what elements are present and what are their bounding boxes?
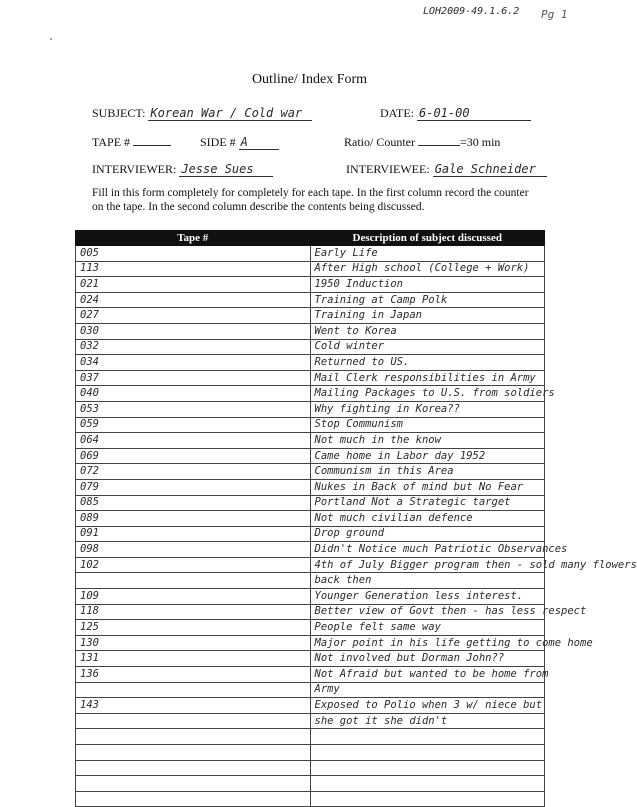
- description-cell: Returned to US.: [310, 355, 545, 371]
- table-row: [76, 557, 545, 573]
- description-cell: she got it she didn't: [310, 713, 545, 729]
- table-row: [76, 604, 545, 620]
- description-cell: Communism in this Area: [310, 464, 545, 480]
- table-row: [76, 542, 545, 558]
- table-row: [76, 682, 545, 698]
- tape-cell: 131: [76, 651, 311, 667]
- table-row: [76, 635, 545, 651]
- date-label: DATE:: [380, 106, 414, 120]
- description-cell: Why fighting in Korea??: [310, 401, 545, 417]
- tape-cell: [76, 682, 311, 698]
- table-row: [76, 698, 545, 714]
- tape-cell: 059: [76, 417, 311, 433]
- index-table-body: [76, 246, 637, 807]
- ratio-field: [344, 135, 500, 150]
- tape-cell: 130: [76, 635, 311, 651]
- tape-cell: 064: [76, 433, 311, 449]
- description-cell: Early Life: [310, 246, 545, 262]
- tape-cell: 032: [76, 339, 311, 355]
- tape-cell: [76, 713, 311, 729]
- description-cell: Portland Not a Strategic target: [310, 495, 545, 511]
- tape-cell: 040: [76, 386, 311, 402]
- description-cell: 4th of July Bigger program then - sold many flowers: [310, 557, 545, 573]
- subject-value: Korean War / Cold war: [148, 106, 312, 121]
- subject-label: SUBJECT:: [92, 106, 146, 120]
- table-row: [76, 713, 545, 729]
- tape-cell: 027: [76, 308, 311, 324]
- tape-value: [133, 145, 171, 146]
- table-row: [76, 760, 545, 776]
- table-row: [76, 464, 545, 480]
- table-row: [76, 573, 545, 589]
- table-row: [76, 526, 545, 542]
- description-cell: Army: [310, 682, 545, 698]
- ratio-value: [418, 145, 460, 146]
- tape-cell: 089: [76, 511, 311, 527]
- table-row: [76, 448, 545, 464]
- accession-number: LOH2009-49.1.6.2: [423, 6, 520, 17]
- table-row: [76, 495, 545, 511]
- table-row: [76, 401, 545, 417]
- page-label: Pg 1: [541, 8, 568, 21]
- tape-cell: [76, 745, 311, 761]
- tape-field: [92, 135, 171, 150]
- tape-cell: 079: [76, 479, 311, 495]
- description-cell: back then: [310, 573, 545, 589]
- description-cell: Younger Generation less interest.: [310, 589, 545, 605]
- description-cell: Major point in his life getting to come home: [310, 635, 545, 651]
- table-row: [76, 261, 545, 277]
- description-cell: Training at Camp Polk: [310, 292, 545, 308]
- tape-cell: 034: [76, 355, 311, 371]
- tape-cell: 143: [76, 698, 311, 714]
- tape-cell: 005: [76, 246, 311, 262]
- description-cell: Went to Korea: [310, 323, 545, 339]
- header-tape: Tape #: [76, 231, 311, 246]
- tape-cell: 091: [76, 526, 311, 542]
- tape-cell: [76, 573, 311, 589]
- description-cell: [310, 776, 545, 792]
- date-field: [380, 106, 531, 121]
- table-row: [76, 511, 545, 527]
- table-row: [76, 417, 545, 433]
- table-row: [76, 667, 545, 683]
- table-row: [76, 355, 545, 371]
- tape-cell: [76, 729, 311, 745]
- description-cell: Didn't Notice much Patriotic Observances: [310, 542, 545, 558]
- tape-cell: 102: [76, 557, 311, 573]
- tape-cell: 085: [76, 495, 311, 511]
- table-row: [76, 386, 545, 402]
- interviewee-label: INTERVIEWEE:: [346, 162, 430, 176]
- description-cell: Stop Communism: [310, 417, 545, 433]
- description-cell: People felt same way: [310, 620, 545, 636]
- interviewee-value: Gale Schneider: [433, 162, 547, 177]
- tape-cell: 125: [76, 620, 311, 636]
- description-cell: Drop ground: [310, 526, 545, 542]
- description-cell: Not involved but Dorman John??: [310, 651, 545, 667]
- description-cell: After High school (College + Work): [310, 261, 545, 277]
- description-cell: Mail Clerk responsibilities in Army: [310, 370, 545, 386]
- description-cell: Not Afraid but wanted to be home from: [310, 667, 545, 683]
- table-row: [76, 651, 545, 667]
- table-row: [76, 589, 545, 605]
- tape-cell: 024: [76, 292, 311, 308]
- table-row: [76, 620, 545, 636]
- tape-cell: [76, 760, 311, 776]
- scan-speck: [50, 38, 52, 40]
- interviewer-value: Jesse Sues: [179, 162, 273, 177]
- table-row: [76, 277, 545, 293]
- table-row: [76, 729, 545, 745]
- description-cell: [310, 760, 545, 776]
- tape-cell: [76, 791, 311, 807]
- table-row: [76, 246, 545, 262]
- table-row: [76, 479, 545, 495]
- description-cell: Nukes in Back of mind but No Fear: [310, 479, 545, 495]
- description-cell: Cold winter: [310, 339, 545, 355]
- instructions-text: Fill in this form completely for completely for each tape. In the first column record the counter on the tape. In the second column describe the contents being discussed.: [92, 187, 529, 213]
- tape-cell: 021: [76, 277, 311, 293]
- form-title: Outline/ Index Form: [251, 72, 368, 87]
- interviewer-field: [92, 162, 273, 177]
- header-description: Description of subject discussed: [310, 231, 545, 246]
- description-cell: Not much civilian defence: [310, 511, 545, 527]
- side-label: SIDE #: [200, 135, 236, 149]
- table-row: [76, 370, 545, 386]
- side-field: [200, 135, 279, 150]
- ratio-label: Ratio/ Counter: [344, 135, 415, 149]
- ratio-suffix: =30 min: [460, 135, 501, 149]
- description-cell: Mailing Packages to U.S. from soldiers: [310, 386, 545, 402]
- description-cell: Not much in the know: [310, 433, 545, 449]
- table-row: [76, 323, 545, 339]
- table-row: [76, 308, 545, 324]
- index-table: [75, 230, 637, 807]
- tape-cell: 113: [76, 261, 311, 277]
- description-cell: [310, 791, 545, 807]
- table-row: [76, 791, 545, 807]
- tape-cell: 109: [76, 589, 311, 605]
- tape-cell: 118: [76, 604, 311, 620]
- tape-cell: 053: [76, 401, 311, 417]
- description-cell: [310, 745, 545, 761]
- tape-cell: 069: [76, 448, 311, 464]
- tape-cell: 136: [76, 667, 311, 683]
- subject-field: [92, 106, 312, 121]
- tape-cell: 030: [76, 323, 311, 339]
- tape-cell: 037: [76, 370, 311, 386]
- date-value: 6-01-00: [417, 106, 531, 121]
- tape-cell: [76, 776, 311, 792]
- description-cell: [310, 729, 545, 745]
- table-row: [76, 292, 545, 308]
- description-cell: Better view of Govt then - has less respect: [310, 604, 545, 620]
- table-row: [76, 339, 545, 355]
- table-row: [76, 433, 545, 449]
- description-cell: Came home in Labor day 1952: [310, 448, 545, 464]
- side-value: A: [239, 135, 279, 150]
- description-cell: 1950 Induction: [310, 277, 545, 293]
- interviewer-label: INTERVIEWER:: [92, 162, 177, 176]
- interviewee-field: [346, 162, 547, 177]
- tape-label: TAPE #: [92, 135, 131, 149]
- tape-cell: 072: [76, 464, 311, 480]
- table-row: [76, 776, 545, 792]
- description-cell: Training in Japan: [310, 308, 545, 324]
- tape-cell: 098: [76, 542, 311, 558]
- description-cell: Exposed to Polio when 3 w/ niece but: [310, 698, 545, 714]
- table-row: [76, 745, 545, 761]
